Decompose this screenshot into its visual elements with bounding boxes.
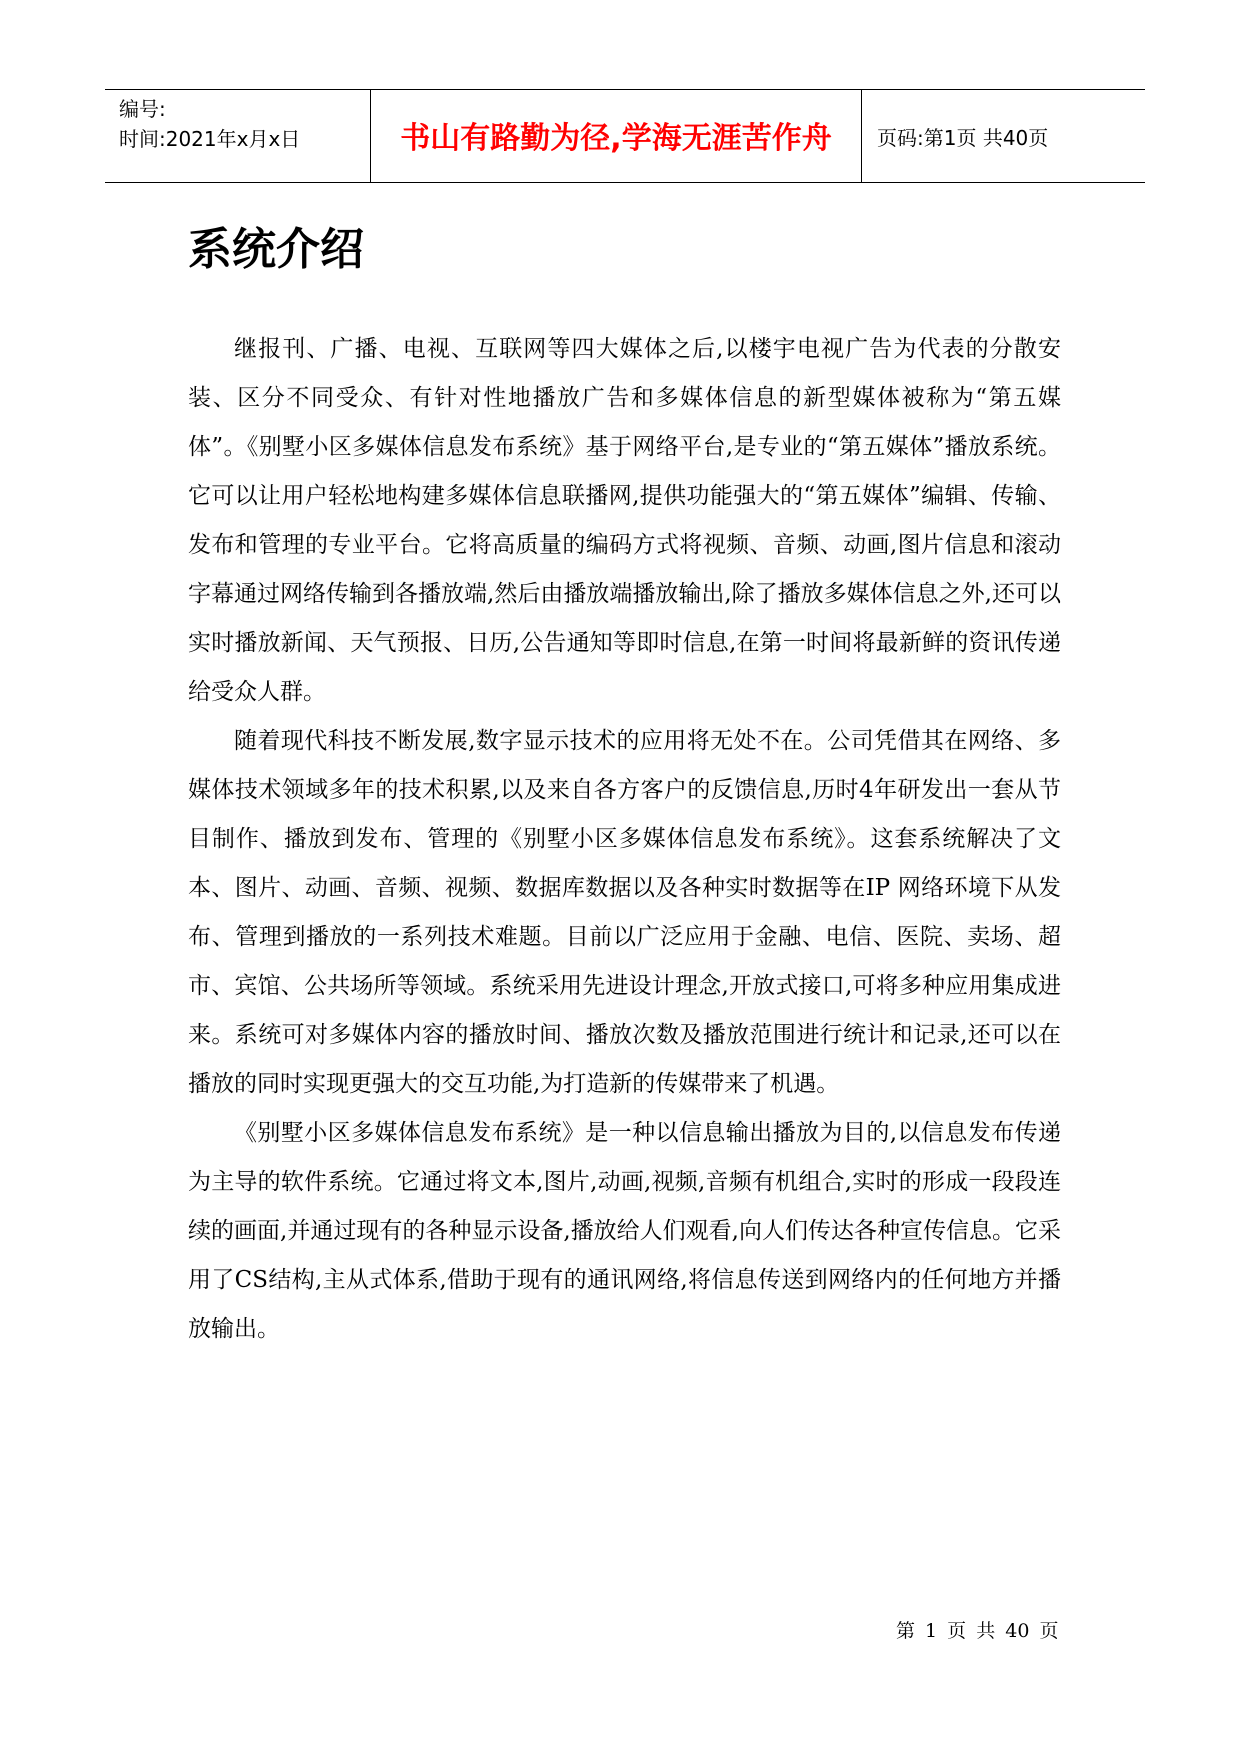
page-footer: 第 1 页 共 40 页 <box>896 1620 1059 1642</box>
header-page-cell <box>862 90 1145 182</box>
time-label: 时间:2021年x月x日 <box>119 127 301 151</box>
document-title: 系统介绍 <box>188 224 364 275</box>
header-motto-cell <box>371 90 862 182</box>
paragraph-1: 继报刊、广播、电视、互联网等四大媒体之后,以楼宇电视广告为代表的分散安装、区分不同受众、有针对性地播放广告和多媒体信息的新型媒体被称为“第五媒体”。《别墅小区多媒体信息发布系统》基于网络平台,是专业的“第五媒体”播放系统。它可以让用户轻松地构建多媒体信息联播网,提供功能强大的“第五媒体”编辑、传输、发布和管理的专业平台。它将高质量的编码方式将视频、音频、动画,图片信息和滚动字幕通过网络传输到各播放端,然后由播放端播放输出,除了播放多媒体信息之外,还可以实时播放新闻、天气预报、日历,公告通知等即时信息,在第一时间将最新鲜的资讯传递给受众人群。 <box>188 336 1061 705</box>
header-meta-cell <box>105 90 371 182</box>
page-info: 页码:第1页 共40页 <box>877 125 1049 150</box>
number-label: 编号: <box>119 97 166 121</box>
motto-text: 书山有路勤为径,学海无涯苦作舟 <box>400 121 832 156</box>
paragraph-3: 《别墅小区多媒体信息发布系统》是一种以信息输出播放为目的,以信息发布传递为主导的软件系统。它通过将文本,图片,动画,视频,音频有机组合,实时的形成一段段连续的画面,并通过现有的各种显示设备,播放给人们观看,向人们传达各种宣传信息。它采用了CS结构,主从式体系,借助于现有的通讯网络,将信息传送到网络内的任何地方并播放输出。 <box>188 1120 1061 1342</box>
paragraph-2: 随着现代科技不断发展,数字显示技术的应用将无处不在。公司凭借其在网络、多媒体技术领域多年的技术积累,以及来自各方客户的反馈信息,历时4年研发出一套从节目制作、播放到发布、管理的《别墅小区多媒体信息发布系统》。这套系统解决了文本、图片、动画、音频、视频、数据库数据以及各种实时数据等在IP 网络环境下从发布、管理到播放的一系列技术难题。目前以广泛应用于金融、电信、医院、卖场、超市、宾馆、公共场所等领域。系统采用先进设计理念,开放式接口,可将多种应用集成进来。系统可对多媒体内容的播放时间、播放次数及播放范围进行统计和记录,还可以在播放的同时实现更强大的交互功能,为打造新的传媒带来了机遇。 <box>188 728 1061 1097</box>
header-table <box>105 89 1145 183</box>
document-body <box>188 325 1061 1354</box>
